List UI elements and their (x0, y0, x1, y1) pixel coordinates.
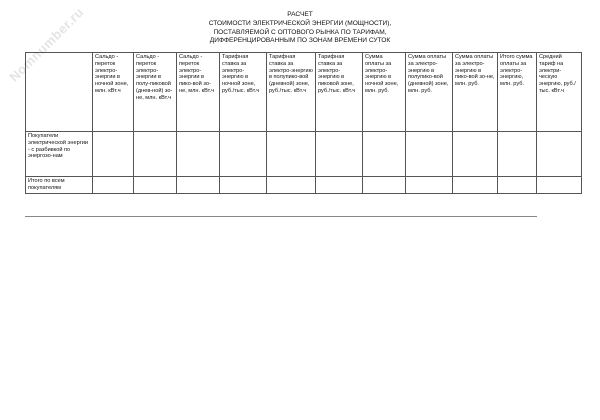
table-cell (134, 132, 177, 177)
table-cell (267, 132, 316, 177)
watermark-logo: Nomnumber.ru (6, 4, 87, 85)
title-line-1: РАСЧЕТ (287, 11, 313, 18)
table-cell (177, 177, 220, 194)
bottom-divider (25, 216, 537, 217)
table-cell (93, 132, 134, 177)
title-line-3: ПОСТАВЛЯЕМОЙ С ОПТОВОГО РЫНКА ПО ТАРИФАМ, (213, 28, 387, 36)
header-average-tariff: Средний тариф на электри-ческую энергию, руб./ тыс. кВт.ч (537, 53, 582, 132)
table-cell (498, 132, 537, 177)
header-payment-total: Итого сумма оплаты за электро-энергию, млн. руб. (498, 53, 537, 132)
header-tariff-half-peak: Тарифная ставка за электро-энергию в полупико-вой (дневной) зоне, руб./тыс. кВт.ч (267, 53, 316, 132)
table-cell (406, 177, 453, 194)
header-tariff-peak: Тарифная ставка за электро-энергию в пиковой зоне, руб./тыс. кВт.ч (316, 53, 363, 132)
title-line-4: ДИФФЕРЕНЦИРОВАННЫМ ПО ЗОНАМ ВРЕМЕНИ СУТОК (209, 37, 391, 45)
table-cell (267, 177, 316, 194)
table-cell (498, 177, 537, 194)
table-cell (537, 177, 582, 194)
table-cell (406, 132, 453, 177)
header-saldo-night: Сальдо - переток электро-энергии в ночной зоне, млн. кВт.ч (93, 53, 134, 132)
header-saldo-peak: Сальдо - переток электро-энергии в пико-вой зо-не, млн. кВт.ч (177, 53, 220, 132)
table-cell (453, 177, 498, 194)
row-label-buyers: Покупатели электрической энергии - с разбивкой по энергозо-нам (26, 132, 93, 177)
table-cell (363, 132, 406, 177)
table-row-buyers (26, 132, 582, 177)
table-cell (537, 132, 582, 177)
table-cell (93, 177, 134, 194)
header-payment-peak: Сумма оплаты за электро-энергию в пико-вой зо-не, млн. руб. (453, 53, 498, 132)
table-cell (316, 132, 363, 177)
title-line-2: СТОИМОСТИ ЭЛЕКТРИЧЕСКОЙ ЭНЕРГИИ (МОЩНОСТИ), (208, 19, 392, 27)
header-payment-night: Сумма оплаты за электро-энергию в ночной зоне, млн. руб. (363, 53, 406, 132)
table-cell (220, 177, 267, 194)
table-cell (134, 177, 177, 194)
header-row (26, 53, 582, 132)
document-title (140, 11, 460, 46)
row-label-total: Итого по всем покупателям (26, 177, 93, 194)
header-saldo-half-peak: Сальдо - переток электро-энергии в полу-пиковой (днев-ной) зо-не, млн. кВт.ч (134, 53, 177, 132)
table-cell (316, 177, 363, 194)
header-tariff-night: Тарифная ставка за электро-энергию в ночной зоне, руб./тыс. кВт.ч (220, 53, 267, 132)
table-row-total (26, 177, 582, 194)
table-cell (363, 177, 406, 194)
table-cell (453, 132, 498, 177)
calculation-table (25, 52, 582, 194)
header-corner-cell (26, 53, 93, 132)
header-payment-half-peak: Сумма оплаты за электро-энергию в полупико-вой (дневной) зоне, млн. руб. (406, 53, 453, 132)
table-cell (220, 132, 267, 177)
table-cell (177, 132, 220, 177)
